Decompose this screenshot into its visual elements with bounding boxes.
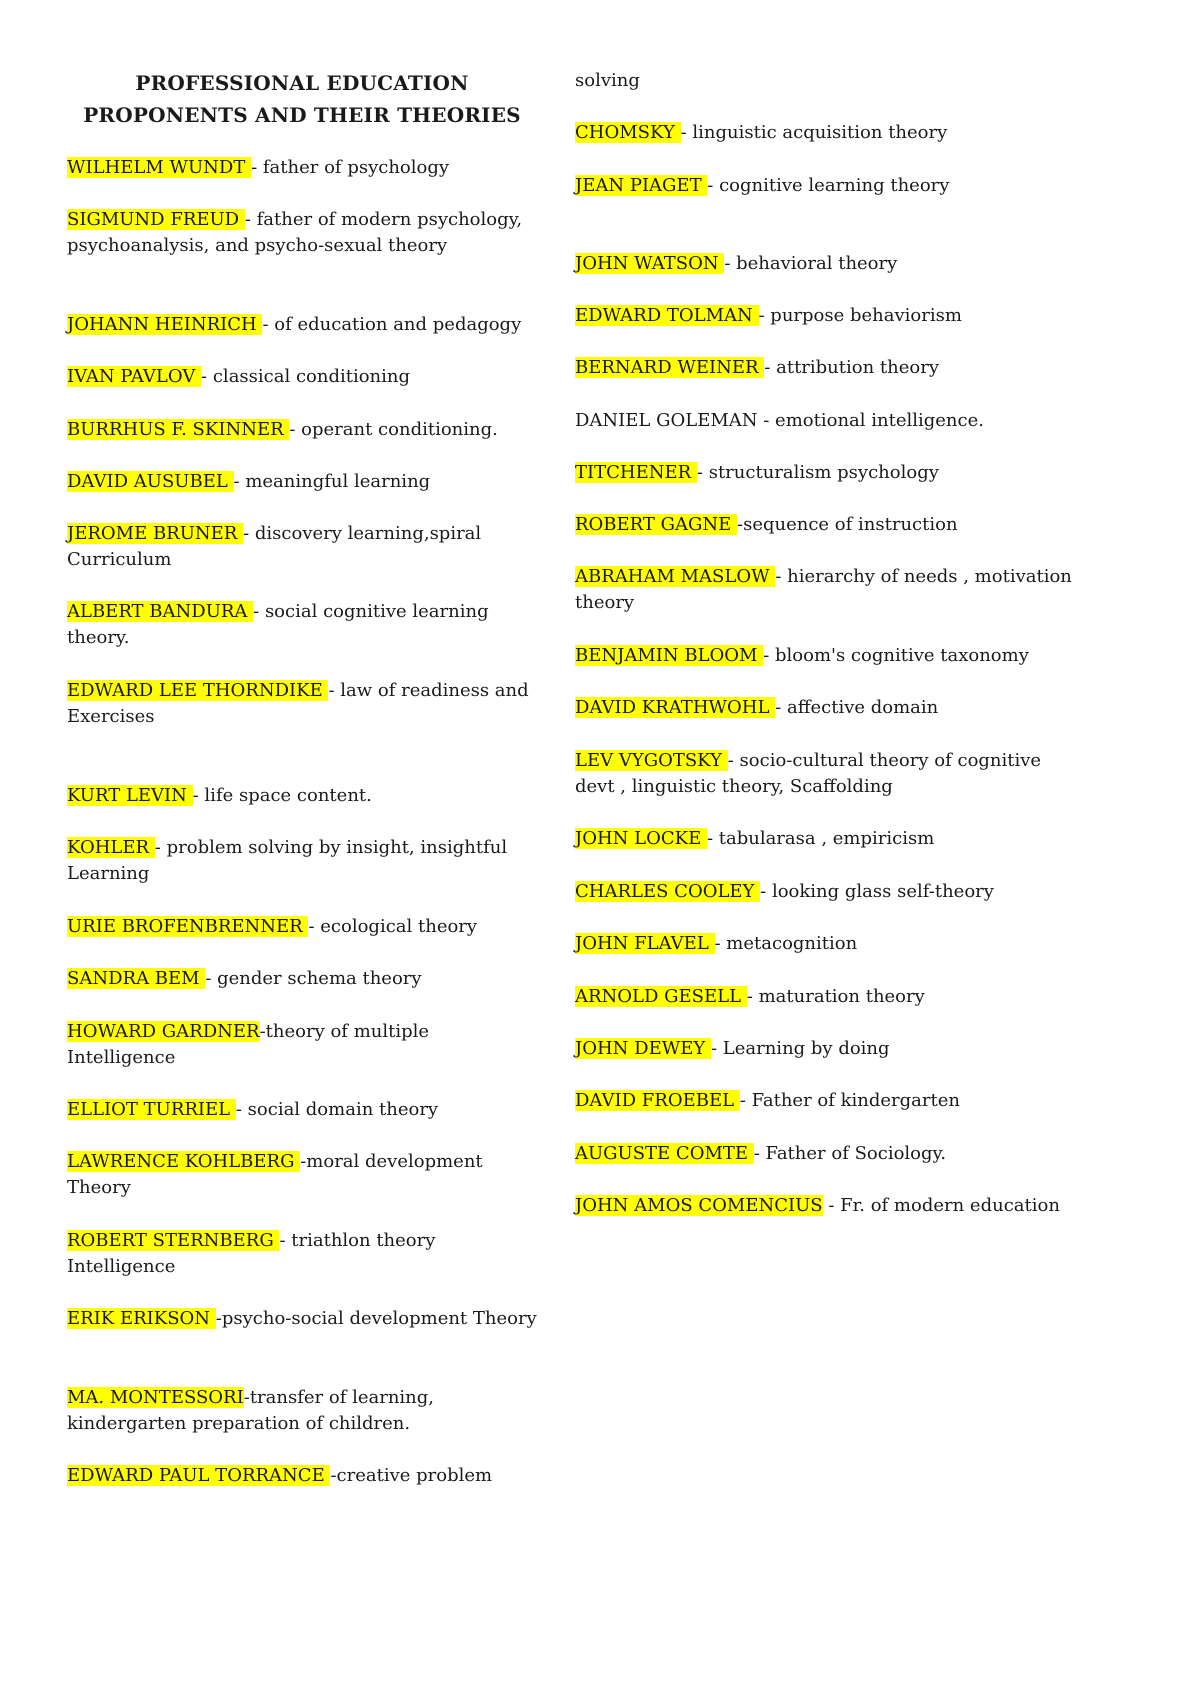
proponent-name: ELLIOT TURRIEL [67,1099,236,1120]
entry-goleman [575,408,1075,434]
proponent-name: TITCHENER [575,462,697,483]
entry-kohler [67,835,537,887]
proponent-name: CHARLES COOLEY [575,881,761,902]
proponent-name: ERIK ERIKSON [67,1308,216,1329]
theory-text: - socio-cultural theory of cognitive devt , linguistic theory, Scaffolding [575,750,1042,797]
entry-heinrich [67,312,537,338]
entry-erikson [67,1306,537,1332]
theory-text: - linguistic acquisition theory [680,122,948,143]
theory-text: -psycho-social development Theory [215,1308,537,1329]
entry-gagne [575,512,1075,538]
theory-text: - operant conditioning. [289,419,498,440]
proponent-name: HOWARD GARDNER [67,1021,260,1042]
entry-flavel [575,931,1075,957]
proponent-name: EDWARD TOLMAN [575,305,759,326]
proponent-name: JOHANN HEINRICH [67,314,263,335]
entry-gesell [575,984,1075,1010]
entry-bandura [67,599,537,651]
theory-text: - maturation theory [746,986,925,1007]
entry-thorndike [67,678,537,730]
proponent-name: BERNARD WEINER [575,357,765,378]
proponent-name: DAVID KRATHWOHL [575,697,776,718]
theory-text: - attribution theory [764,357,940,378]
proponent-name: SIGMUND FREUD [67,209,245,230]
proponent-name: JOHN DEWEY [575,1038,711,1059]
entry-bruner [67,521,537,573]
theory-text: - father of psychology [251,157,450,178]
theory-text: - emotional intelligence. [763,410,984,431]
theory-text: - Learning by doing [710,1038,890,1059]
entry-kohlberg [67,1149,537,1201]
theory-text: - gender schema theory [205,968,422,989]
entry-pavlov [67,364,537,390]
document-title-line-2: PROPONENTS AND THEIR THEORIES [83,103,521,127]
proponent-name: DAVID FROEBEL [575,1090,740,1111]
entry-torrance [67,1463,537,1489]
proponent-name: ARNOLD GESELL [575,986,747,1007]
theory-text: - looking glass self-theory [760,881,994,902]
proponent-name: JOHN AMOS COMENCIUS [575,1195,823,1216]
entry-tolman [575,303,1075,329]
entry-cooley [575,879,1075,905]
entry-torrance-continuation: solving [575,70,640,91]
entry-wundt [67,155,537,181]
proponent-name: IVAN PAVLOV [67,366,202,387]
entry-skinner [67,417,537,443]
proponent-name: LAWRENCE KOHLBERG [67,1151,301,1172]
proponent-name: BENJAMIN BLOOM [575,645,764,666]
entry-weiner [575,355,1075,381]
theory-text: - metacognition [714,933,858,954]
theory-text: - life space content. [192,785,372,806]
entry-freud [67,207,537,259]
entry-maslow [575,564,1075,616]
entry-comenius [575,1193,1075,1219]
theory-text: - social cognitive learning theory. [67,601,489,648]
proponent-name: SANDRA BEM [67,968,206,989]
theory-text: - Father of kindergarten [739,1090,960,1111]
proponent-name: JOHN LOCKE [575,828,707,849]
theory-text: -creative problem [330,1465,493,1486]
theory-text: - triathlon theory Intelligence [67,1230,436,1277]
theory-text: - of education and pedagogy [262,314,522,335]
entry-gardner [67,1019,537,1071]
proponent-name: KOHLER [67,837,155,858]
entry-krathwohl [575,695,1075,721]
proponent-name: WILHELM WUNDT [67,157,252,178]
entry-piaget [575,173,1075,199]
entry-bem [67,966,537,992]
proponent-name: JOHN WATSON [575,253,725,274]
proponent-name: MA. MONTESSORI [67,1387,244,1408]
entry-brofenbrenner [67,914,537,940]
entry-turriel [67,1097,537,1123]
theory-text: - Fr. of modern education [822,1195,1060,1216]
theory-text: - bloom's cognitive taxonomy [763,645,1029,666]
theory-text: - social domain theory [235,1099,439,1120]
theory-text: -sequence of instruction [737,514,958,535]
theory-text: - classical conditioning [201,366,411,387]
proponent-name: BURRHUS F. SKINNER [67,419,290,440]
entry-locke [575,826,1075,852]
proponent-name: CHOMSKY [575,122,681,143]
proponent-name: ALBERT BANDURA [67,601,254,622]
entry-comte [575,1141,1075,1167]
theory-text: - structuralism psychology [696,462,939,483]
proponent-name: AUGUSTE COMTE [575,1143,754,1164]
entry-bloom [575,643,1075,669]
proponent-name: JOHN FLAVEL [575,933,715,954]
theory-text: - behavioral theory [724,253,898,274]
proponent-name: EDWARD PAUL TORRANCE [67,1465,331,1486]
entry-montessori [67,1385,537,1437]
theory-text: -transfer of learning, kindergarten preparation of children. [67,1387,435,1434]
entry-froebel [575,1088,1075,1114]
proponent-name: ROBERT GAGNE [575,514,738,535]
proponent-name: ROBERT STERNBERG [67,1230,280,1251]
entry-sternberg [67,1228,537,1280]
entry-ausubel [67,469,537,495]
proponent-name: KURT LEVIN [67,785,193,806]
theory-text: - tabularasa , empiricism [706,828,935,849]
theory-text: -moral development Theory [67,1151,483,1198]
entry-dewey [575,1036,1075,1062]
proponent-name: LEV VYGOTSKY [575,750,728,771]
theory-text: - affective domain [775,697,939,718]
theory-text: - hierarchy of needs , motivation theory [575,566,1072,613]
theory-text: - meaningful learning [233,471,431,492]
proponent-name: DANIEL GOLEMAN [575,410,764,431]
entry-titchener [575,460,1075,486]
theory-text: - purpose behaviorism [758,305,962,326]
theory-text: - discovery learning,spiral Curriculum [67,523,482,570]
entry-chomsky [575,120,1075,146]
theory-text: - ecological theory [308,916,478,937]
theory-text: - law of readiness and Exercises [67,680,529,727]
proponent-name: ABRAHAM MASLOW [575,566,776,587]
theory-text: - cognitive learning theory [707,175,950,196]
proponent-name: DAVID AUSUBEL [67,471,234,492]
proponent-name: JEROME BRUNER [67,523,244,544]
entry-levin [67,783,537,809]
theory-text: -theory of multiple Intelligence [67,1021,430,1068]
theory-text: - problem solving by insight, insightful Learning [67,837,508,884]
entry-watson [575,251,1075,277]
entry-vygotsky [575,748,1075,800]
theory-text: - father of modern psychology, psychoanalysis, and psycho-sexual theory [67,209,523,256]
theory-text: - Father of Sociology. [753,1143,947,1164]
proponent-name: EDWARD LEE THORNDIKE [67,680,329,701]
proponent-name: JEAN PIAGET [575,175,708,196]
document-title-line-1: PROFESSIONAL EDUCATION [135,71,469,95]
proponent-name: URIE BROFENBRENNER [67,916,309,937]
